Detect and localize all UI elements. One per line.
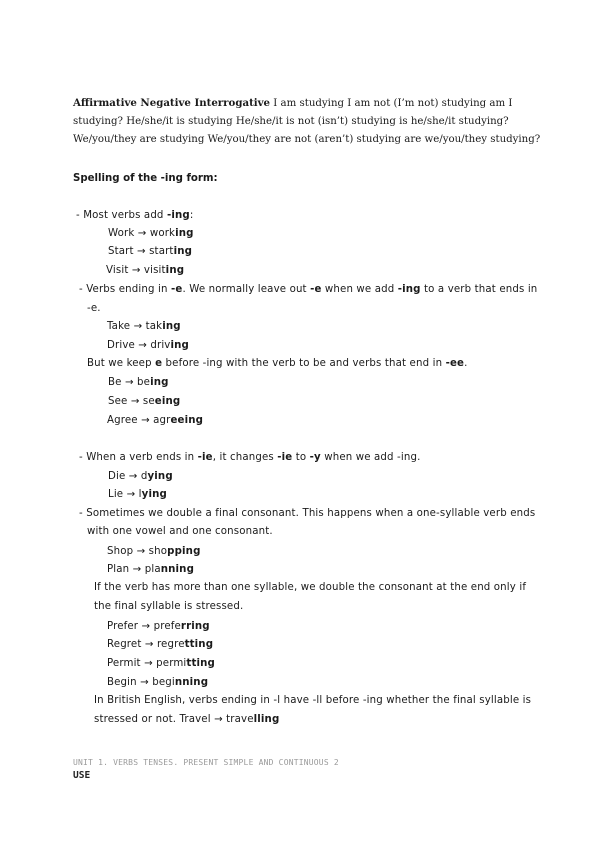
rule4-multi-example: Begin → beginning: [107, 677, 209, 688]
intro-line-1: Affirmative Negative Interrogative I am studying I am not (I’m not) studying am I: [73, 97, 513, 109]
rule4-multi-text-cont: the final syllable is stressed.: [94, 601, 244, 612]
rule2-example: Take → taking: [107, 321, 181, 332]
rule3-example: Die → dying: [108, 471, 173, 482]
rule4-british-text-cont: stressed or not. Travel → travelling: [94, 714, 280, 725]
rule2-keep-example: Agree → agreeing: [107, 415, 204, 426]
rule3-text: - When a verb ends in -ie, it changes -ie to -y when we add -ing.: [79, 452, 421, 463]
rule2-text: - Verbs ending in -e. We normally leave out -e when we add -ing to a verb that ends in: [79, 284, 538, 295]
rule4-example: Plan → planning: [107, 564, 195, 575]
footer-unit-title: UNIT 1. VERBS TENSES. PRESENT SIMPLE AND CONTINUOUS 2: [73, 758, 339, 767]
rule1-example: Work → working: [108, 228, 194, 239]
rule1-example: Start → starting: [108, 246, 193, 257]
rule4-text-cont: with one vowel and one consonant.: [87, 526, 273, 537]
rule4-multi-example: Prefer → preferring: [107, 621, 210, 632]
spelling-title: Spelling of the -ing form:: [73, 173, 218, 184]
rule4-british-text: In British English, verbs ending in -l have -ll before -ing whether the final syllable is: [94, 695, 532, 706]
rule2-keep-example: Be → being: [108, 377, 169, 388]
rule1-example: Visit → visiting: [106, 265, 185, 276]
rule4-multi-text: If the verb has more than one syllable, we double the consonant at the end only if: [94, 582, 527, 593]
rule2-keep-text: But we keep e before -ing with the verb to be and verbs that end in -ee.: [87, 358, 468, 369]
rule4-multi-example: Permit → permitting: [107, 658, 215, 669]
rule2-example: Drive → driving: [107, 340, 189, 351]
footer-use-heading: USE: [73, 770, 91, 781]
rule4-text: - Sometimes we double a final consonant. This happens when a one-syllable verb ends: [79, 508, 536, 519]
rule2-keep-example: See → seeing: [108, 396, 181, 407]
rule4-example: Shop → shopping: [107, 546, 201, 557]
rule4-multi-example: Regret → regretting: [107, 639, 214, 650]
intro-line-2: studying? He/she/it is studying He/she/it is not (isn’t) studying is he/she/it studying?: [73, 116, 509, 127]
intro-heading: Affirmative Negative Interrogative: [73, 97, 271, 109]
intro-line-3: We/you/they are studying We/you/they are not (aren’t) studying are we/you/they studying?: [73, 134, 541, 145]
rule3-example: Lie → lying: [108, 489, 167, 500]
rule2-text-cont: -e.: [87, 303, 101, 314]
rule1-text: - Most verbs add -ing:: [76, 210, 194, 221]
